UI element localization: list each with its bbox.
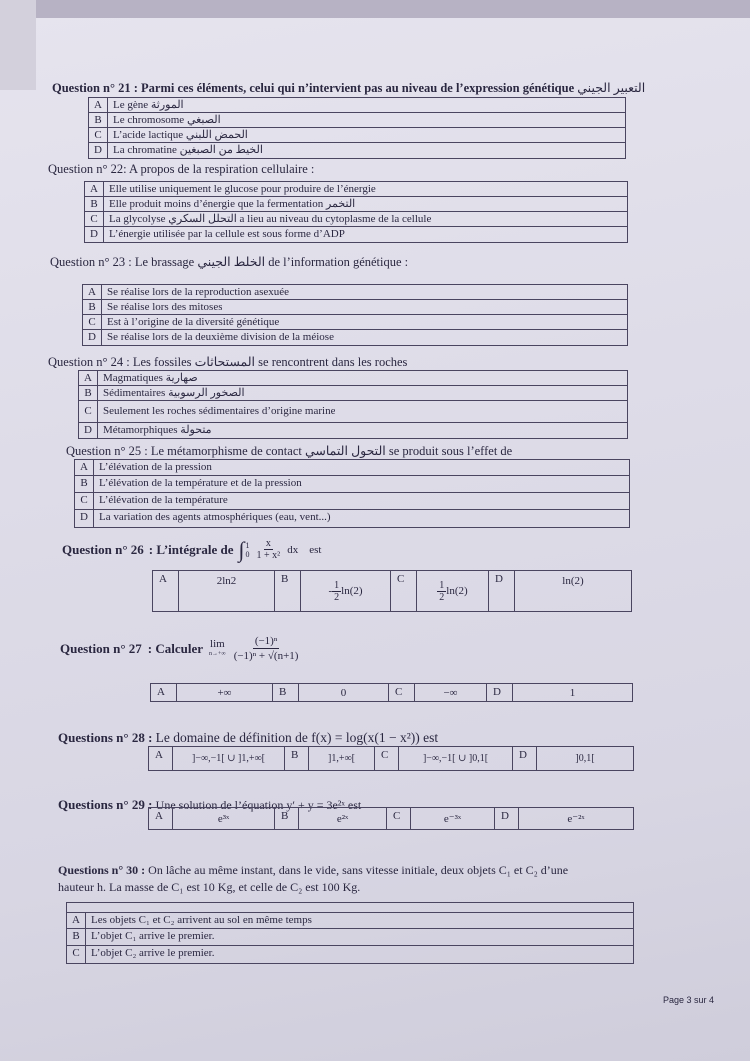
option-letter: C <box>89 128 108 142</box>
option-text: Le chromosome الصبغي <box>113 114 221 126</box>
option-letter: A <box>83 285 102 299</box>
option-letter: D <box>85 227 104 242</box>
option-row[interactable] <box>85 197 627 212</box>
option-letter: A <box>79 371 98 385</box>
option-c-value[interactable] <box>417 571 489 611</box>
question-29-options <box>148 807 634 830</box>
option-row[interactable] <box>89 128 625 143</box>
option-text: Se réalise lors de la deuxième division de la méiose <box>107 331 334 343</box>
integrand-numerator: x <box>265 538 271 549</box>
option-letter: B <box>79 386 98 400</box>
option-row[interactable] <box>67 929 633 946</box>
option-row[interactable] <box>79 386 627 401</box>
option-text: L’élévation de la température <box>99 494 228 506</box>
fraction-denominator: 2 <box>334 591 340 603</box>
integrand-denominator: 1 + x² <box>256 550 281 561</box>
question-29-label: Questions n° 29 : <box>58 797 153 812</box>
option-text: Se réalise lors des mitoses <box>107 301 223 313</box>
question-26-tail: est <box>309 543 322 556</box>
option-letter: A <box>85 182 104 196</box>
option-a-value[interactable]: +∞ <box>177 684 273 701</box>
option-text: L’élévation de la température et de la pression <box>99 477 302 489</box>
option-row[interactable] <box>85 182 627 197</box>
option-letter: D <box>89 143 108 158</box>
question-30-line2: hauteur h. La masse de C₁ est 10 Kg, et celle de C₂ est 100 Kg. <box>58 880 361 894</box>
option-row[interactable] <box>75 476 629 493</box>
question-25-title: Question n° 25 : Le métamorphisme de contact التحول التماسي se produit sous l’effet de <box>66 444 513 458</box>
option-letter: A <box>151 684 177 701</box>
option-b-log: ln(2) <box>341 585 363 597</box>
integral-upper-bound: 1 <box>245 540 250 550</box>
option-d-value[interactable]: 1 <box>569 686 576 699</box>
option-text: Est à l’origine de la diversité génétique <box>107 316 280 328</box>
option-row[interactable] <box>75 493 629 510</box>
option-letter: A <box>153 571 179 611</box>
option-text: L’objet C₂ arrive le premier. <box>91 947 215 959</box>
option-row[interactable] <box>83 300 627 315</box>
option-text: Se réalise lors de la reproduction asexuée <box>107 286 290 298</box>
limit-label: lim <box>210 638 225 650</box>
option-row[interactable] <box>67 946 633 963</box>
question-27-title <box>60 634 300 663</box>
option-row[interactable] <box>89 98 625 113</box>
option-text: L’énergie utilisée par la cellule est sous forme d’ADP <box>109 228 345 240</box>
option-letter: A <box>75 460 94 475</box>
option-letter: B <box>273 684 299 701</box>
option-text: L’objet C₁ arrive le premier. <box>91 930 215 942</box>
option-text: Elle produit moins d’énergie que la fermentation التخمر <box>109 198 356 210</box>
option-text: La chromatine الخيط من الصبغين <box>113 144 263 156</box>
option-c-value[interactable]: ]−∞,−1[ ∪ ]0,1[ <box>399 747 513 770</box>
option-row[interactable] <box>89 113 625 128</box>
option-letter: C <box>75 493 94 509</box>
question-21-options <box>88 97 626 159</box>
integral-dx: dx <box>287 543 299 556</box>
option-letter: D <box>489 571 515 611</box>
option-letter: B <box>89 113 108 127</box>
option-a-value[interactable]: ]−∞,−1[ ∪ ]1,+∞[ <box>173 747 285 770</box>
option-b-value[interactable]: 0 <box>299 684 389 701</box>
option-d-value[interactable]: ]0,1[ <box>575 753 595 764</box>
question-30-statement <box>58 862 730 896</box>
option-b-fraction <box>332 580 341 603</box>
question-27-text: : Calculer <box>147 640 204 656</box>
question-26-title <box>62 538 321 561</box>
option-text: La variation des agents atmosphériques (eau, vent...) <box>99 511 331 523</box>
option-letter: B <box>67 929 86 945</box>
option-a-value[interactable]: 2ln2 <box>179 571 275 611</box>
option-text: La glycolyse التحلل السكري a lieu au niveau du cytoplasme de la cellule <box>109 213 432 225</box>
option-text: Elle utilise uniquement le glucose pour produire de l’énergie <box>109 183 376 195</box>
option-row[interactable] <box>75 510 629 527</box>
option-text: Les objets C₁ et C₂ arrivent au sol en même temps <box>91 914 312 926</box>
option-letter: C <box>83 315 102 329</box>
limit-subscript: n→+∞ <box>209 651 226 657</box>
question-23-title: Question n° 23 : Le brassage الخلط الجيني de l’information génétique : <box>50 255 409 269</box>
question-28-label: Questions n° 28 : <box>58 730 153 745</box>
option-letter: D <box>513 747 537 770</box>
option-letter: D <box>495 808 519 829</box>
option-letter: D <box>83 330 102 345</box>
option-text: Sédimentaires الصخور الرسوبية <box>103 387 245 399</box>
option-letter: C <box>389 684 415 701</box>
page-left-edge <box>0 0 36 90</box>
question-21-title <box>52 80 645 96</box>
question-22-title: Question n° 22: A propos de la respiration cellulaire : <box>48 162 315 176</box>
question-21-arabic: التعبير الجيني <box>577 81 646 95</box>
question-25-options <box>74 459 630 528</box>
page-top-shadow <box>0 0 750 18</box>
option-d-value[interactable]: e⁻²ˣ <box>567 813 585 825</box>
option-letter: C <box>375 747 399 770</box>
option-letter: A <box>149 747 173 770</box>
option-letter: D <box>487 684 513 701</box>
option-row[interactable] <box>79 423 627 438</box>
option-letter: A <box>67 913 86 928</box>
question-30-line1: On lâche au même instant, dans le vide, sans vitesse initiale, deux objets C₁ et C₂ d’une <box>148 863 569 877</box>
option-letter: C <box>391 571 417 611</box>
question-26-label: Question n° 26 <box>62 541 144 557</box>
option-row[interactable] <box>85 227 627 242</box>
question-21-text: Question n° 21 : Parmi ces éléments, celui qui n’intervient pas au niveau de l’expression génétique <box>52 81 575 95</box>
question-30-label: Questions n° 30 : <box>58 863 146 877</box>
option-row[interactable] <box>79 371 627 386</box>
option-c-fraction <box>437 580 446 603</box>
option-row[interactable] <box>67 912 633 929</box>
option-letter: C <box>67 946 86 963</box>
option-text: Métamorphiques متحولة <box>103 424 212 436</box>
option-text: Magmatiques صهارية <box>103 372 198 384</box>
question-24-title: Question n° 24 : Les fossiles المستحاثات se rencontrent dans les roches <box>48 355 408 369</box>
question-23-options <box>82 284 628 346</box>
question-26-options <box>152 570 632 612</box>
option-c-value[interactable]: e⁻³ˣ <box>411 808 495 829</box>
limit-fraction <box>232 634 301 663</box>
option-letter: A <box>89 98 108 112</box>
option-row[interactable] <box>85 212 627 227</box>
option-c-value[interactable]: −∞ <box>415 684 487 701</box>
page-number: Page 3 sur 4 <box>662 995 714 1005</box>
option-b-value[interactable]: ]1,+∞[ <box>309 747 375 770</box>
option-letter: B <box>83 300 102 314</box>
option-text: L’acide lactique الحمض اللبني <box>113 129 248 141</box>
limit-operator <box>209 639 226 658</box>
option-letter: C <box>85 212 104 226</box>
option-row[interactable] <box>83 285 627 300</box>
option-letter: D <box>75 510 94 527</box>
question-27-options <box>150 683 633 702</box>
option-b-sign: - <box>328 585 333 597</box>
question-26-text: : L’intégrale de <box>148 541 234 557</box>
option-row[interactable] <box>75 460 629 476</box>
fraction-numerator: 1 <box>334 579 340 591</box>
question-28-title <box>58 730 438 746</box>
integral-bounds <box>246 541 250 559</box>
option-letter: B <box>85 197 104 211</box>
option-letter: B <box>285 747 309 770</box>
fraction-numerator: 1 <box>439 579 445 591</box>
option-c-log: ln(2) <box>446 585 468 597</box>
question-24-options <box>78 370 628 439</box>
limit-denominator: (−1)ⁿ + √(n+1) <box>233 650 299 662</box>
option-letter: B <box>275 808 299 829</box>
question-28-options <box>148 746 634 771</box>
question-27-label: Question n° 27 <box>60 640 142 656</box>
option-text: L’élévation de la pression <box>99 461 212 473</box>
fraction-denominator: 2 <box>439 591 445 603</box>
option-letter: B <box>275 571 301 611</box>
option-row[interactable] <box>79 401 627 423</box>
option-row[interactable] <box>83 315 627 330</box>
question-29-text: Une solution de l’équation y′ + y = 3e²ˣ est <box>155 798 362 812</box>
integral-sign: ∫ <box>238 536 245 562</box>
integrand-fraction <box>255 538 283 561</box>
option-b-value[interactable]: e²ˣ <box>299 808 387 829</box>
option-letter: C <box>387 808 411 829</box>
question-28-text: Le domaine de définition de f(x) = log(x(1 − x²)) est <box>155 730 439 745</box>
limit-numerator: (−1)ⁿ <box>254 635 278 647</box>
option-a-value[interactable]: e³ˣ <box>173 808 275 829</box>
integral-lower-bound: 0 <box>245 549 250 559</box>
option-letter: A <box>149 808 173 829</box>
option-letter: C <box>79 401 98 422</box>
option-letter: D <box>79 423 98 438</box>
option-text: Seulement les roches sédimentaires d’origine marine <box>103 405 336 417</box>
question-22-options <box>84 181 628 243</box>
table-spacer <box>67 903 633 912</box>
question-30-options <box>66 902 634 964</box>
option-text: Le gène المورثة <box>113 99 184 111</box>
option-letter: B <box>75 476 94 492</box>
option-d-value[interactable]: ln(2) <box>562 575 584 587</box>
option-row[interactable] <box>89 143 625 158</box>
option-b-value[interactable] <box>301 571 391 611</box>
option-row[interactable] <box>83 330 627 345</box>
